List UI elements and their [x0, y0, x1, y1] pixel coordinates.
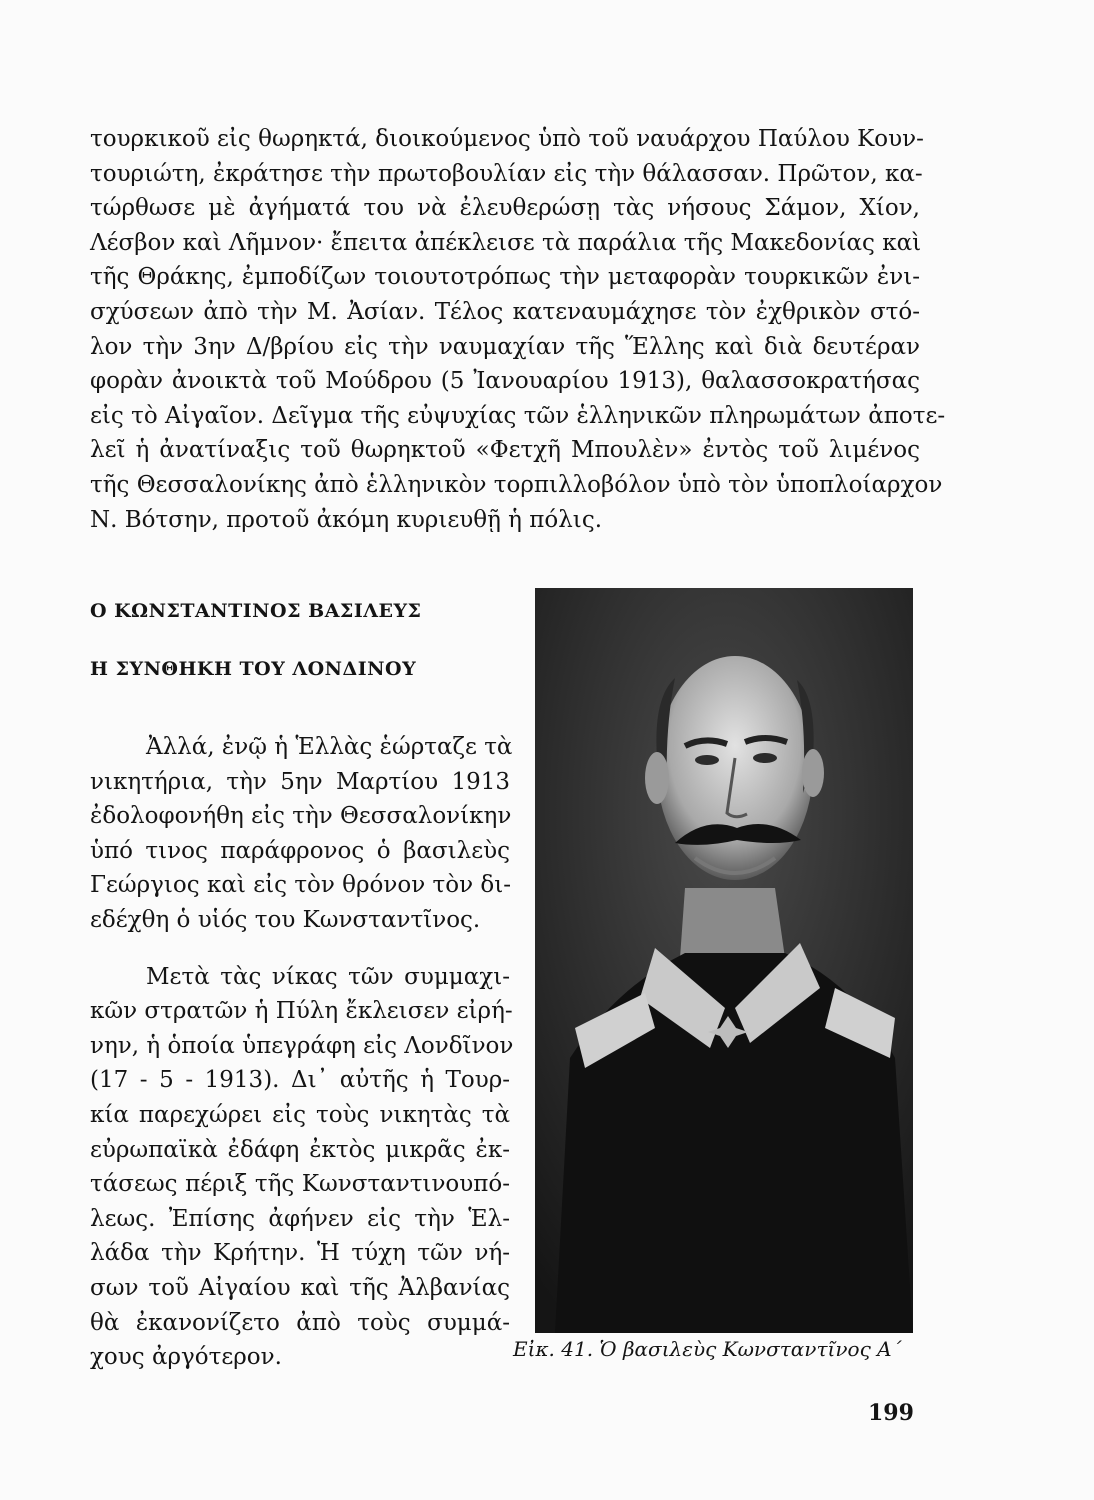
text-line: σχύσεων ἀπὸ τὴν Μ. Ἀσίαν. Τέλος κατεναυμάχησε τὸν ἐχθρικὸν στό- [90, 298, 920, 325]
text-line: κία παρεχώρει εἰς τοὺς νικητὰς τὰ [90, 1101, 510, 1128]
text-line: νην, ἡ ὁποία ὑπεγράφη εἰς Λονδῖνον [90, 1032, 514, 1059]
text-line: Ἀλλά, ἐνῷ ἡ Ἑλλὰς ἑώρταζε τὰ [146, 734, 513, 760]
top-paragraph [90, 122, 946, 537]
text-line: (17 - 5 - 1913). Δι᾿ αὐτῆς ἡ Τουρ- [90, 1067, 510, 1094]
page-number: 199 [868, 1400, 914, 1426]
text-line: λεως. Ἐπίσης ἀφήνεν εἰς τὴν Ἑλ- [90, 1205, 510, 1232]
left-column-text [90, 730, 514, 1397]
text-line: νικητήρια, τὴν 5ην Μαρτίου 1913 [90, 768, 510, 795]
figure-caption: Εἰκ. 41. Ὁ βασιλεὺς Κωνσταντῖνος Α΄ [513, 1337, 902, 1361]
text-line: Μετὰ τὰς νίκας τῶν συμμαχι- [146, 963, 510, 990]
portrait-illustration [535, 588, 913, 1333]
text-line: εἰς τὸ Αἰγαῖον. Δεῖγμα τῆς εὐψυχίας τῶν ἑλληνικῶν πληρωμάτων ἀποτε- [90, 402, 946, 429]
paragraph-assassination [90, 730, 513, 938]
text-line: εὐρωπαϊκὰ ἐδάφη ἐκτὸς μικρᾶς ἐκ- [90, 1136, 510, 1163]
text-line: θὰ ἐκανονίζετο ἀπὸ τοὺς συμμά- [90, 1309, 510, 1336]
text-line: χους ἀργότερον. [90, 1344, 282, 1371]
text-line: τουρκικοῦ εἰς θωρηκτά, διοικούμενος ὑπὸ τοῦ ναυάρχου Παύλου Κουν- [90, 126, 924, 152]
text-line: τάσεως πέριξ τῆς Κωνσταντινουπό- [90, 1171, 510, 1198]
section-heading-treaty: Η ΣΥΝΘΗΚΗ ΤΟΥ ΛΟΝΔΙΝΟΥ [90, 658, 417, 680]
portrait-photo [535, 588, 913, 1333]
text-line: τουριώτη, ἐκράτησε τὴν πρωτοβουλίαν εἰς τὴν θάλασσαν. Πρῶτον, κα- [90, 160, 923, 187]
text-line: λεῖ ἡ ἀνατίναξις τοῦ θωρηκτοῦ «Φετχῆ Μπουλὲν» ἐντὸς τοῦ λιμένος [90, 437, 920, 464]
text-line: εδέχθη ὁ υἱός του Κωνσταντῖνος. [90, 906, 481, 933]
text-line: τώρθωσε μὲ ἀγήματά του νὰ ἐλευθερώσῃ τὰς νήσους Σάμον, Χίον, [90, 195, 920, 222]
text-line: Λέσβον καὶ Λῆμνον· ἔπειτα ἀπέκλεισε τὰ παράλια τῆς Μακεδονίας καὶ [90, 229, 922, 256]
text-line: τῆς Θεσσαλονίκης ἀπὸ ἑλληνικὸν τορπιλλοβόλον ὑπὸ τὸν ὑποπλοίαρχον [90, 471, 943, 498]
text-line: λον τὴν 3ην Δ/βρίου εἰς τὴν ναυμαχίαν τῆς Ἕλλης καὶ διὰ δευτέραν [90, 333, 920, 360]
paragraph-treaty [90, 960, 514, 1375]
text-line: Ν. Βότσην, προτοῦ ἀκόμη κυριευθῇ ἡ πόλις. [90, 506, 603, 533]
text-line: φορὰν ἀνοικτὰ τοῦ Μούδρου (5 Ἰανουαρίου 1913), θαλασσοκρατήσας [90, 368, 920, 395]
text-line: λάδα τὴν Κρήτην. Ἡ τύχη τῶν νή- [90, 1240, 510, 1267]
text-line: ὑπό τινος παράφρονος ὁ βασιλεὺς [90, 837, 510, 864]
text-line: τῆς Θράκης, ἐμποδίζων τοιουτοτρόπως τὴν μεταφορὰν τουρκικῶν ἐνι- [90, 264, 920, 291]
text-line: Γεώργιος καὶ εἰς τὸν θρόνον τὸν δι- [90, 872, 512, 899]
text-line: σων τοῦ Αἰγαίου καὶ τῆς Ἀλβανίας [90, 1274, 510, 1301]
text-line: ἐδολοφονήθη εἰς τὴν Θεσσαλονίκην [90, 803, 512, 830]
text-line: κῶν στρατῶν ἡ Πύλη ἔκλεισεν εἰρή- [90, 998, 513, 1025]
section-heading-king: Ο ΚΩΝΣΤΑΝΤΙΝΟΣ ΒΑΣΙΛΕΥΣ [90, 600, 422, 622]
